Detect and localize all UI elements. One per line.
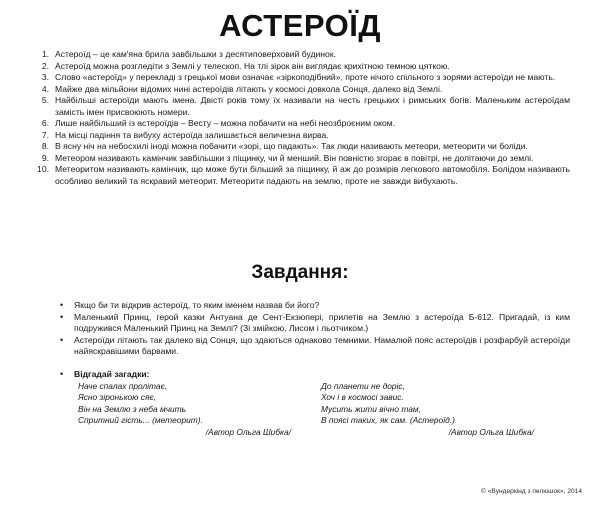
- riddles-heading: Відгадай загадки:: [74, 369, 150, 379]
- page-title: АСТЕРОЇД: [219, 8, 381, 43]
- list-item: [36, 164, 570, 187]
- tasks-list: [60, 300, 570, 358]
- list-item: [36, 61, 570, 73]
- list-item-number: 1.: [41, 49, 49, 59]
- list-item-text: Маленький Принц, герой казки Антуана де Сент-Екзюпері, прилетів на Землю з астероїда Б-612. Пригадай, із ким подружився Маленький Принц на Землі? (Зі змійкою, Лисом і льотчиком.): [74, 311, 570, 334]
- list-item-number: 10.: [37, 164, 49, 175]
- list-item-number: 9.: [41, 152, 49, 163]
- list-item-text: Метеоритом називають камінчик, що може бути більший за піщинку, й аж до розмірів легкового автомобіля. Болідом називають особливо великий та яскравий метеорит. Метеорити падають на землю, проте не завжди вибухають.: [55, 164, 570, 187]
- bullet-icon: •: [60, 334, 64, 345]
- list-item-number: 5.: [41, 95, 49, 106]
- list-item: [60, 300, 570, 312]
- list-item-text: Астероїд можна розгледіти з Землі у телескоп. На тлі зірок він виглядає крихітною темною цяткою.: [55, 60, 450, 71]
- list-item: [36, 84, 570, 96]
- riddle-line: Хоч і в космосі завис.: [321, 392, 404, 403]
- riddle-author: /Автор Ольга Шибка/: [205, 426, 291, 437]
- list-item-text: Астероїди літають так далеко від Сонця, що здаються однаково темними. Намалюй пояс астероїдів і розфарбуй астероїди найяскравішими барвами.: [74, 334, 570, 357]
- list-item: [36, 141, 570, 153]
- list-item-text: Майже два мільйони відомих нині астероїдів літають у космосі довкола Сонця, далеко від Землі.: [55, 83, 443, 94]
- list-item-number: 2.: [41, 60, 49, 71]
- copyright-footer: © «Вундеркінд з пелюшок», 2014: [481, 488, 582, 495]
- list-item-number: 3.: [41, 72, 49, 83]
- tasks-heading: Завдання:: [251, 262, 349, 283]
- list-item: [36, 72, 570, 84]
- list-item: [60, 335, 570, 358]
- riddle-author: /Автор Ольга Шибка/: [448, 426, 534, 437]
- bullet-icon: •: [60, 300, 64, 310]
- list-item-text: Лише найбільший із астероїдів – Весту – можна побачити на небі неозброєним оком.: [55, 118, 396, 129]
- list-item-number: 4.: [41, 83, 49, 94]
- bullet-icon: •: [60, 369, 64, 379]
- list-item-number: 6.: [41, 118, 49, 129]
- riddle-line: До планети не доріс,: [321, 381, 405, 391]
- list-item: [36, 153, 570, 165]
- facts-list: [36, 49, 570, 188]
- bullet-icon: •: [60, 311, 64, 322]
- list-item-text: На місці падіння та вибуху астероїда залишається величезна вирва.: [55, 129, 329, 140]
- list-item-text: Якщо би ти відкрив астероїд, то яким іменем назвав би його?: [74, 300, 320, 310]
- list-item: [60, 312, 570, 335]
- list-item: [36, 95, 570, 118]
- list-item-number: 8.: [41, 141, 49, 152]
- list-item-text: Метеором називають камінчик завбільшки з піщинку, чи й менший. Він повністю згорає в повітрі, не долітаючи до землі.: [55, 152, 534, 163]
- list-item-text: Слово «астероїд» у перекладі з грецької мови означає «зіркоподібний», проте нічого спільного з зорями астероїди не мають.: [55, 72, 556, 83]
- riddle-left: [78, 381, 321, 438]
- riddle-right: [321, 381, 570, 438]
- riddle-line: Наче спалах пролітає,: [78, 381, 168, 391]
- list-item: [36, 49, 570, 61]
- list-item-text: Астероїд – це кам'яна брила завбільшки з десятиповерховий будинок.: [55, 49, 336, 59]
- riddles-section: [60, 369, 570, 437]
- list-item-text: Найбільші астероїди мають імена. Двісті років тому їх називали на честь грецьких і римських богів. Маленьким астероїдам замість імен присвоюють номери.: [55, 95, 570, 117]
- list-item: [36, 130, 570, 142]
- list-item-text: В ясну ніч на небосхилі іноді можна побачити «зорі, що падають». Так люди називають метеори, метеорити чи боліди.: [55, 141, 528, 152]
- riddle-line: Спритний гість... (метеорит).: [78, 415, 203, 426]
- list-item: [36, 118, 570, 130]
- list-item-number: 7.: [41, 129, 49, 140]
- riddle-line: Він на Землю з неба мчить: [78, 403, 187, 414]
- riddles-heading-row: [60, 369, 570, 381]
- riddles-columns: [78, 381, 570, 438]
- riddle-line: Мусить жити вічно там,: [321, 403, 421, 414]
- riddle-line: В поясі таких, як сам. (Астероїд.): [321, 415, 455, 426]
- riddle-line: Ясно зіронькою сяє,: [78, 392, 156, 403]
